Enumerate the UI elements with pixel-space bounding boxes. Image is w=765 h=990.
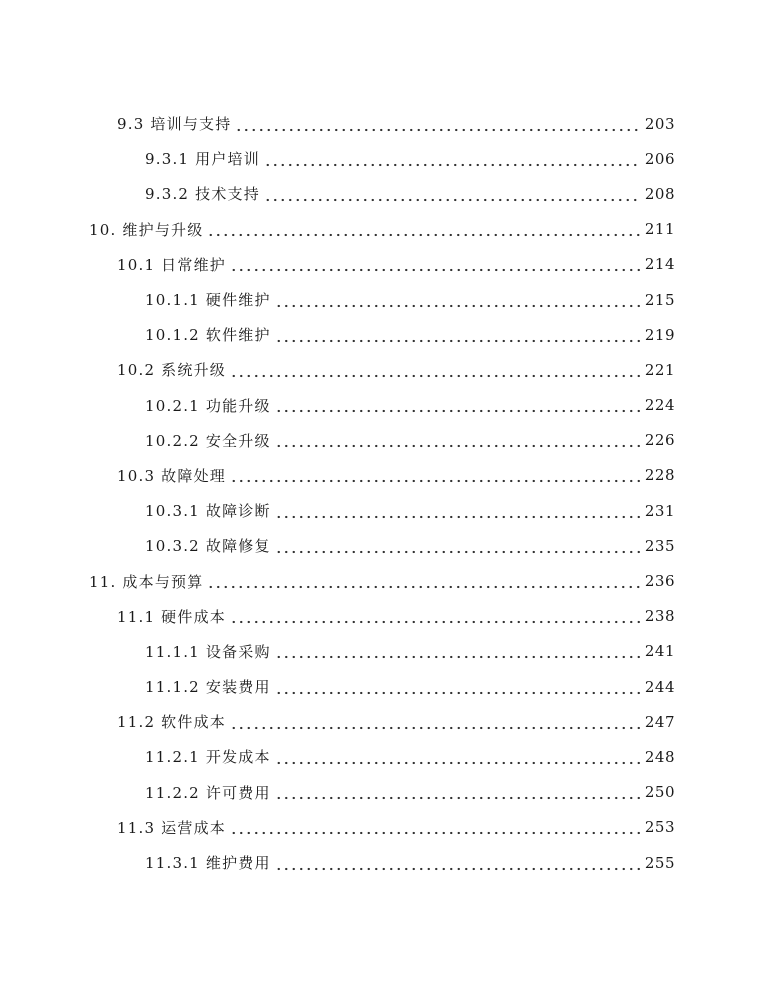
toc-dot-leader — [264, 149, 641, 169]
toc-page-number: 236 — [644, 572, 675, 591]
toc-entry[interactable] — [0, 106, 765, 141]
toc-page-number: 208 — [644, 184, 675, 203]
toc-entry[interactable] — [0, 423, 765, 458]
toc-entry[interactable] — [0, 212, 765, 247]
toc-entry[interactable] — [0, 528, 765, 563]
toc-dot-leader — [275, 501, 641, 521]
toc-entry[interactable] — [0, 352, 765, 387]
toc-entry[interactable] — [0, 810, 765, 845]
toc-dot-leader — [275, 395, 641, 415]
toc-entry[interactable] — [0, 563, 765, 598]
toc-dot-leader — [230, 606, 641, 626]
toc-entry[interactable] — [0, 176, 765, 211]
toc-page-number: 250 — [644, 783, 675, 802]
toc-page-number: 255 — [644, 853, 675, 872]
toc-entry-title: 10.1 日常维护 — [117, 255, 226, 274]
toc-entry[interactable] — [0, 669, 765, 704]
table-of-contents — [0, 106, 765, 880]
toc-entry[interactable] — [0, 775, 765, 810]
toc-page-number: 231 — [644, 501, 675, 520]
toc-dot-leader — [275, 677, 641, 697]
toc-entry[interactable] — [0, 704, 765, 739]
toc-page-number: 241 — [644, 642, 675, 661]
toc-dot-leader — [207, 571, 640, 591]
toc-entry-title: 11.3 运营成本 — [117, 818, 226, 837]
toc-entry-title: 9.3.1 用户培训 — [145, 150, 260, 169]
toc-dot-leader — [275, 853, 641, 873]
toc-dot-leader — [264, 184, 641, 204]
toc-entry-title: 10.3.2 故障修复 — [145, 537, 271, 556]
toc-entry-title: 10. 维护与升级 — [89, 220, 204, 239]
toc-entry-title: 11.2 软件成本 — [117, 713, 226, 732]
toc-entry-title: 11. 成本与预算 — [89, 572, 204, 591]
toc-dot-leader — [275, 747, 641, 767]
toc-dot-leader — [230, 360, 641, 380]
toc-page-number: 235 — [644, 536, 675, 555]
toc-dot-leader — [275, 290, 641, 310]
toc-entry-title: 11.2.1 开发成本 — [145, 748, 271, 767]
toc-page-number: 221 — [644, 360, 675, 379]
toc-entry-title: 11.1.2 安装费用 — [145, 678, 271, 697]
toc-dot-leader — [230, 817, 641, 837]
toc-entry[interactable] — [0, 739, 765, 774]
toc-page-number: 203 — [644, 114, 675, 133]
toc-entry-title: 10.2.2 安全升级 — [145, 431, 271, 450]
toc-entry-title: 10.3.1 故障诊断 — [145, 502, 271, 521]
toc-dot-leader — [235, 114, 640, 134]
toc-entry[interactable] — [0, 493, 765, 528]
toc-entry-title: 11.1.1 设备采购 — [145, 642, 271, 661]
toc-dot-leader — [230, 254, 641, 274]
toc-page-number: 211 — [644, 220, 675, 239]
toc-entry[interactable] — [0, 247, 765, 282]
toc-entry-title: 10.3 故障处理 — [117, 466, 226, 485]
toc-entry[interactable] — [0, 388, 765, 423]
toc-entry-title: 10.1.2 软件维护 — [145, 326, 271, 345]
toc-dot-leader — [275, 641, 641, 661]
toc-page-number: 206 — [644, 149, 675, 168]
toc-entry[interactable] — [0, 141, 765, 176]
toc-entry-title: 10.2.1 功能升级 — [145, 396, 271, 415]
toc-dot-leader — [275, 325, 641, 345]
toc-entry-title: 11.1 硬件成本 — [117, 607, 226, 626]
toc-entry-title: 9.3.2 技术支持 — [145, 185, 260, 204]
toc-page-number: 228 — [644, 466, 675, 485]
toc-page-number: 214 — [644, 255, 675, 274]
toc-dot-leader — [207, 219, 640, 239]
toc-entry[interactable] — [0, 458, 765, 493]
toc-page-number: 226 — [644, 431, 675, 450]
toc-dot-leader — [275, 430, 641, 450]
toc-entry-title: 10.2 系统升级 — [117, 361, 226, 380]
toc-entry-title: 10.1.1 硬件维护 — [145, 291, 271, 310]
toc-dot-leader — [275, 782, 641, 802]
toc-page-number: 248 — [644, 747, 675, 766]
toc-page-number: 215 — [644, 290, 675, 309]
toc-entry-title: 9.3 培训与支持 — [117, 115, 232, 134]
toc-dot-leader — [230, 465, 641, 485]
toc-page-number: 247 — [644, 712, 675, 731]
toc-entry[interactable] — [0, 599, 765, 634]
toc-page-number: 219 — [644, 325, 675, 344]
toc-dot-leader — [230, 712, 641, 732]
toc-entry[interactable] — [0, 282, 765, 317]
toc-page-number: 244 — [644, 677, 675, 696]
toc-entry[interactable] — [0, 634, 765, 669]
toc-entry-title: 11.3.1 维护费用 — [145, 854, 271, 873]
toc-entry-title: 11.2.2 许可费用 — [145, 783, 271, 802]
toc-page-number: 253 — [644, 818, 675, 837]
toc-entry[interactable] — [0, 317, 765, 352]
toc-page-number: 224 — [644, 396, 675, 415]
toc-dot-leader — [275, 536, 641, 556]
toc-entry[interactable] — [0, 845, 765, 880]
toc-page-number: 238 — [644, 607, 675, 626]
